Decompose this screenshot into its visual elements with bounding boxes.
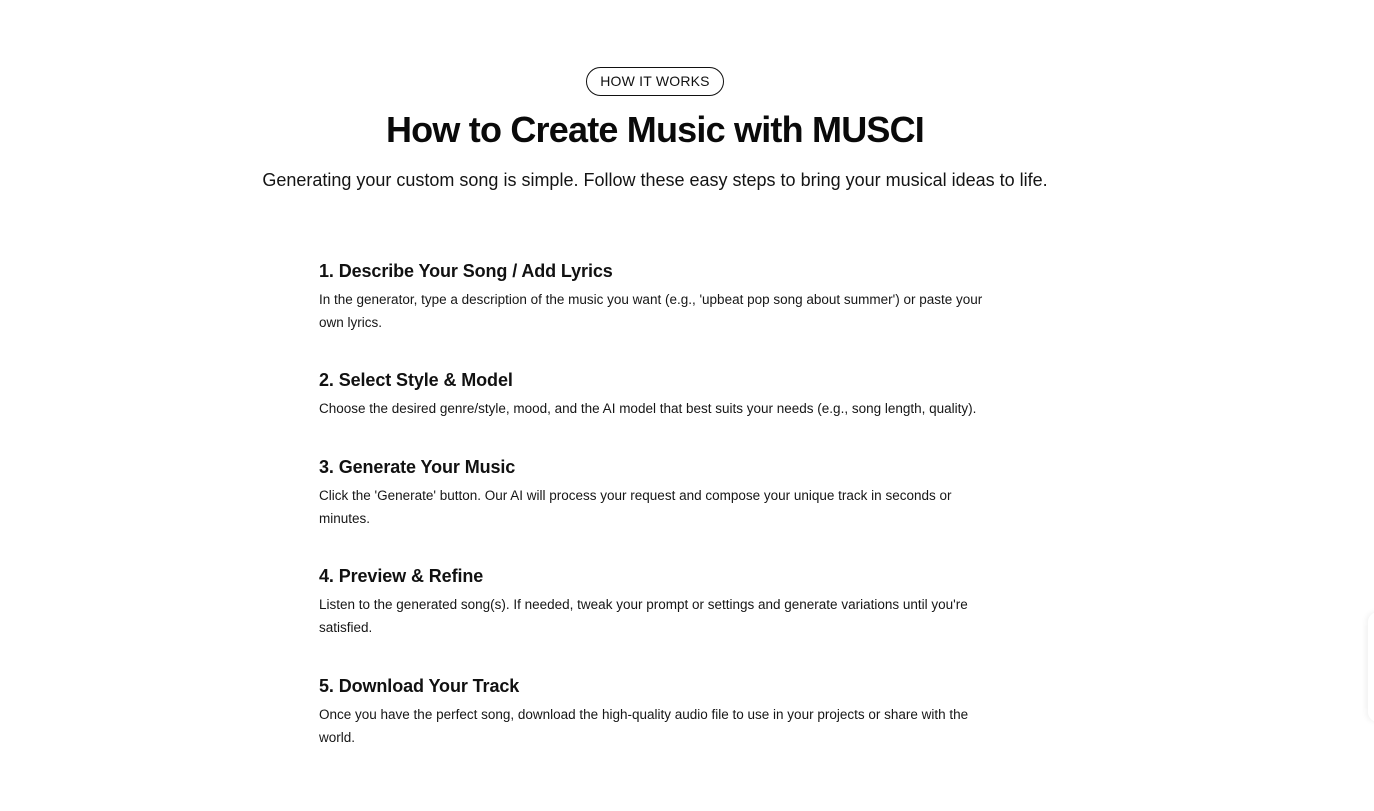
step-item-3 [319, 454, 991, 530]
step-description: Click the 'Generate' button. Our AI will process your request and compose your unique track in seconds or minutes. [319, 488, 952, 526]
step-heading: 3. Generate Your Music [319, 457, 516, 477]
step-heading: 2. Select Style & Model [319, 370, 513, 390]
step-description: Listen to the generated song(s). If needed, tweak your prompt or settings and generate variations until you're satisfied. [319, 597, 968, 635]
section-badge: HOW IT WORKS [586, 67, 723, 96]
step-description: Choose the desired genre/style, mood, and the AI model that best suits your needs (e.g., song length, quality). [319, 401, 977, 416]
step-item-2 [319, 367, 991, 420]
step-heading: 1. Describe Your Song / Add Lyrics [319, 261, 613, 281]
step-item-4 [319, 563, 991, 639]
step-description: In the generator, type a description of the music you want (e.g., 'upbeat pop song about summer') or paste your own lyrics. [319, 292, 983, 330]
step-item-1 [319, 258, 991, 334]
step-item-5 [319, 673, 991, 749]
badge-wrapper [0, 67, 1310, 96]
section-subtitle: Generating your custom song is simple. Follow these easy steps to bring your musical ideas to life. [262, 170, 1048, 190]
step-heading: 4. Preview & Refine [319, 566, 484, 586]
section-title: How to Create Music with MUSCI [385, 109, 925, 150]
side-widget-handle[interactable] [1368, 612, 1374, 722]
step-heading: 5. Download Your Track [319, 676, 520, 696]
step-description: Once you have the perfect song, download the high-quality audio file to use in your projects or share with the world. [319, 707, 969, 745]
